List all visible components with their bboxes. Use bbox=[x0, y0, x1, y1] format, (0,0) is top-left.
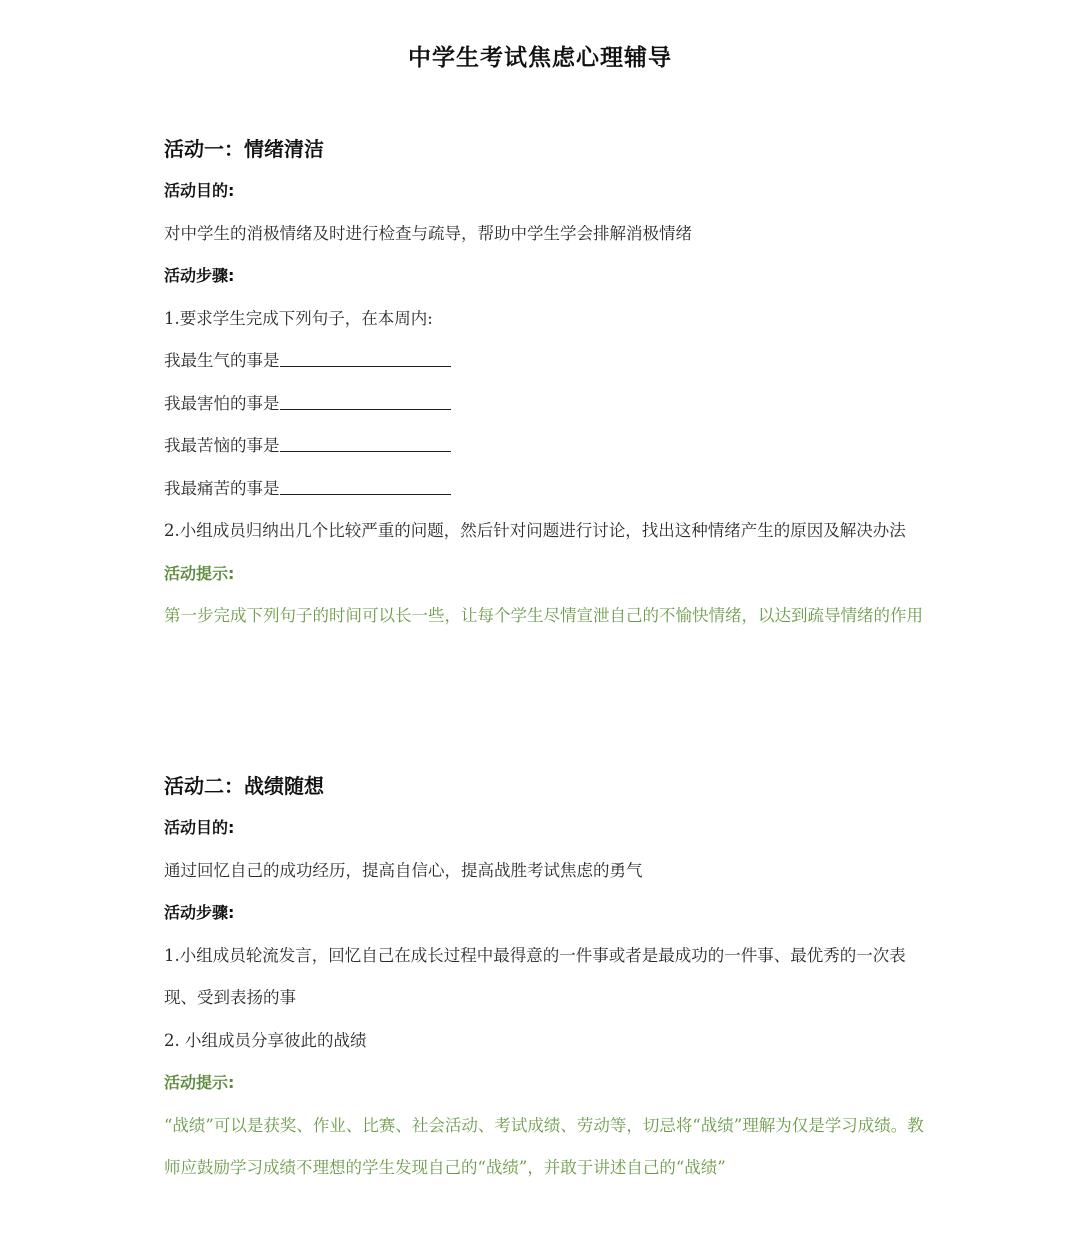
fill-in-line bbox=[164, 383, 924, 426]
activity-one-step1-intro: 1.要求学生完成下列句子，在本周内: bbox=[164, 308, 433, 328]
fill-in-prompt: 我最害怕的事是 bbox=[164, 393, 280, 413]
fill-in-blank bbox=[280, 340, 451, 367]
fill-in-line bbox=[164, 425, 924, 468]
activity-two-tip-text: “战绩”可以是获奖、作业、比赛、社会活动、考试成绩、劳动等，切忌将“战绩”理解为仅是学习成绩。教师应鼓励学习成绩不理想的学生发现自己的“战绩”，并敢于讲述自己的“战绩” bbox=[164, 1115, 924, 1177]
activity-two-purpose-label: 活动目的: bbox=[164, 818, 235, 837]
activity-one-step2-text: 2.小组成员归纳出几个比较严重的问题，然后针对问题进行讨论，找出这种情绪产生的原因及解决办法 bbox=[164, 521, 906, 540]
activity-two-step1-text: 1.小组成员轮流发言，回忆自己在成长过程中最得意的一件事或者是最成功的一件事、最优秀的一次表现、受到表扬的事 bbox=[164, 945, 906, 1007]
activity-one-purpose-text: 对中学生的消极情绪及时进行检查与疏导，帮助中学生学会排解消极情绪 bbox=[164, 223, 692, 243]
activity-two-section bbox=[164, 765, 924, 1190]
activity-two-heading: 活动二：战绩随想 bbox=[164, 774, 324, 798]
activity-two-tip-label: 活动提示: bbox=[164, 1073, 235, 1092]
fill-in-blank bbox=[280, 425, 451, 452]
activity-one-steps-label: 活动步骤: bbox=[164, 266, 235, 285]
activity-two-steps-label: 活动步骤: bbox=[164, 903, 235, 922]
activity-one-heading: 活动一：情绪清洁 bbox=[164, 137, 324, 161]
activity-one-purpose-label: 活动目的: bbox=[164, 181, 235, 200]
fill-in-blank bbox=[280, 383, 451, 410]
activity-two-purpose-text: 通过回忆自己的成功经历，提高自信心，提高战胜考试焦虑的勇气 bbox=[164, 860, 643, 880]
fill-in-line bbox=[164, 340, 924, 383]
activity-one-section bbox=[164, 128, 924, 638]
fill-in-line bbox=[164, 468, 924, 511]
fill-in-prompt: 我最苦恼的事是 bbox=[164, 436, 280, 455]
fill-in-prompt: 我最痛苦的事是 bbox=[164, 478, 280, 498]
activity-one-tip-text: 第一步完成下列句子的时间可以长一些，让每个学生尽情宣泄自己的不愉快情绪，以达到疏导情绪的作用 bbox=[164, 606, 923, 625]
activity-one-tip-label: 活动提示: bbox=[164, 563, 235, 583]
fill-in-prompt: 我最生气的事是 bbox=[164, 351, 280, 370]
fill-in-blank bbox=[280, 468, 451, 495]
activity-two-step2-text: 2. 小组成员分享彼此的战绩 bbox=[164, 1030, 367, 1050]
document-title: 中学生考试焦虑心理辅导 bbox=[408, 45, 672, 71]
